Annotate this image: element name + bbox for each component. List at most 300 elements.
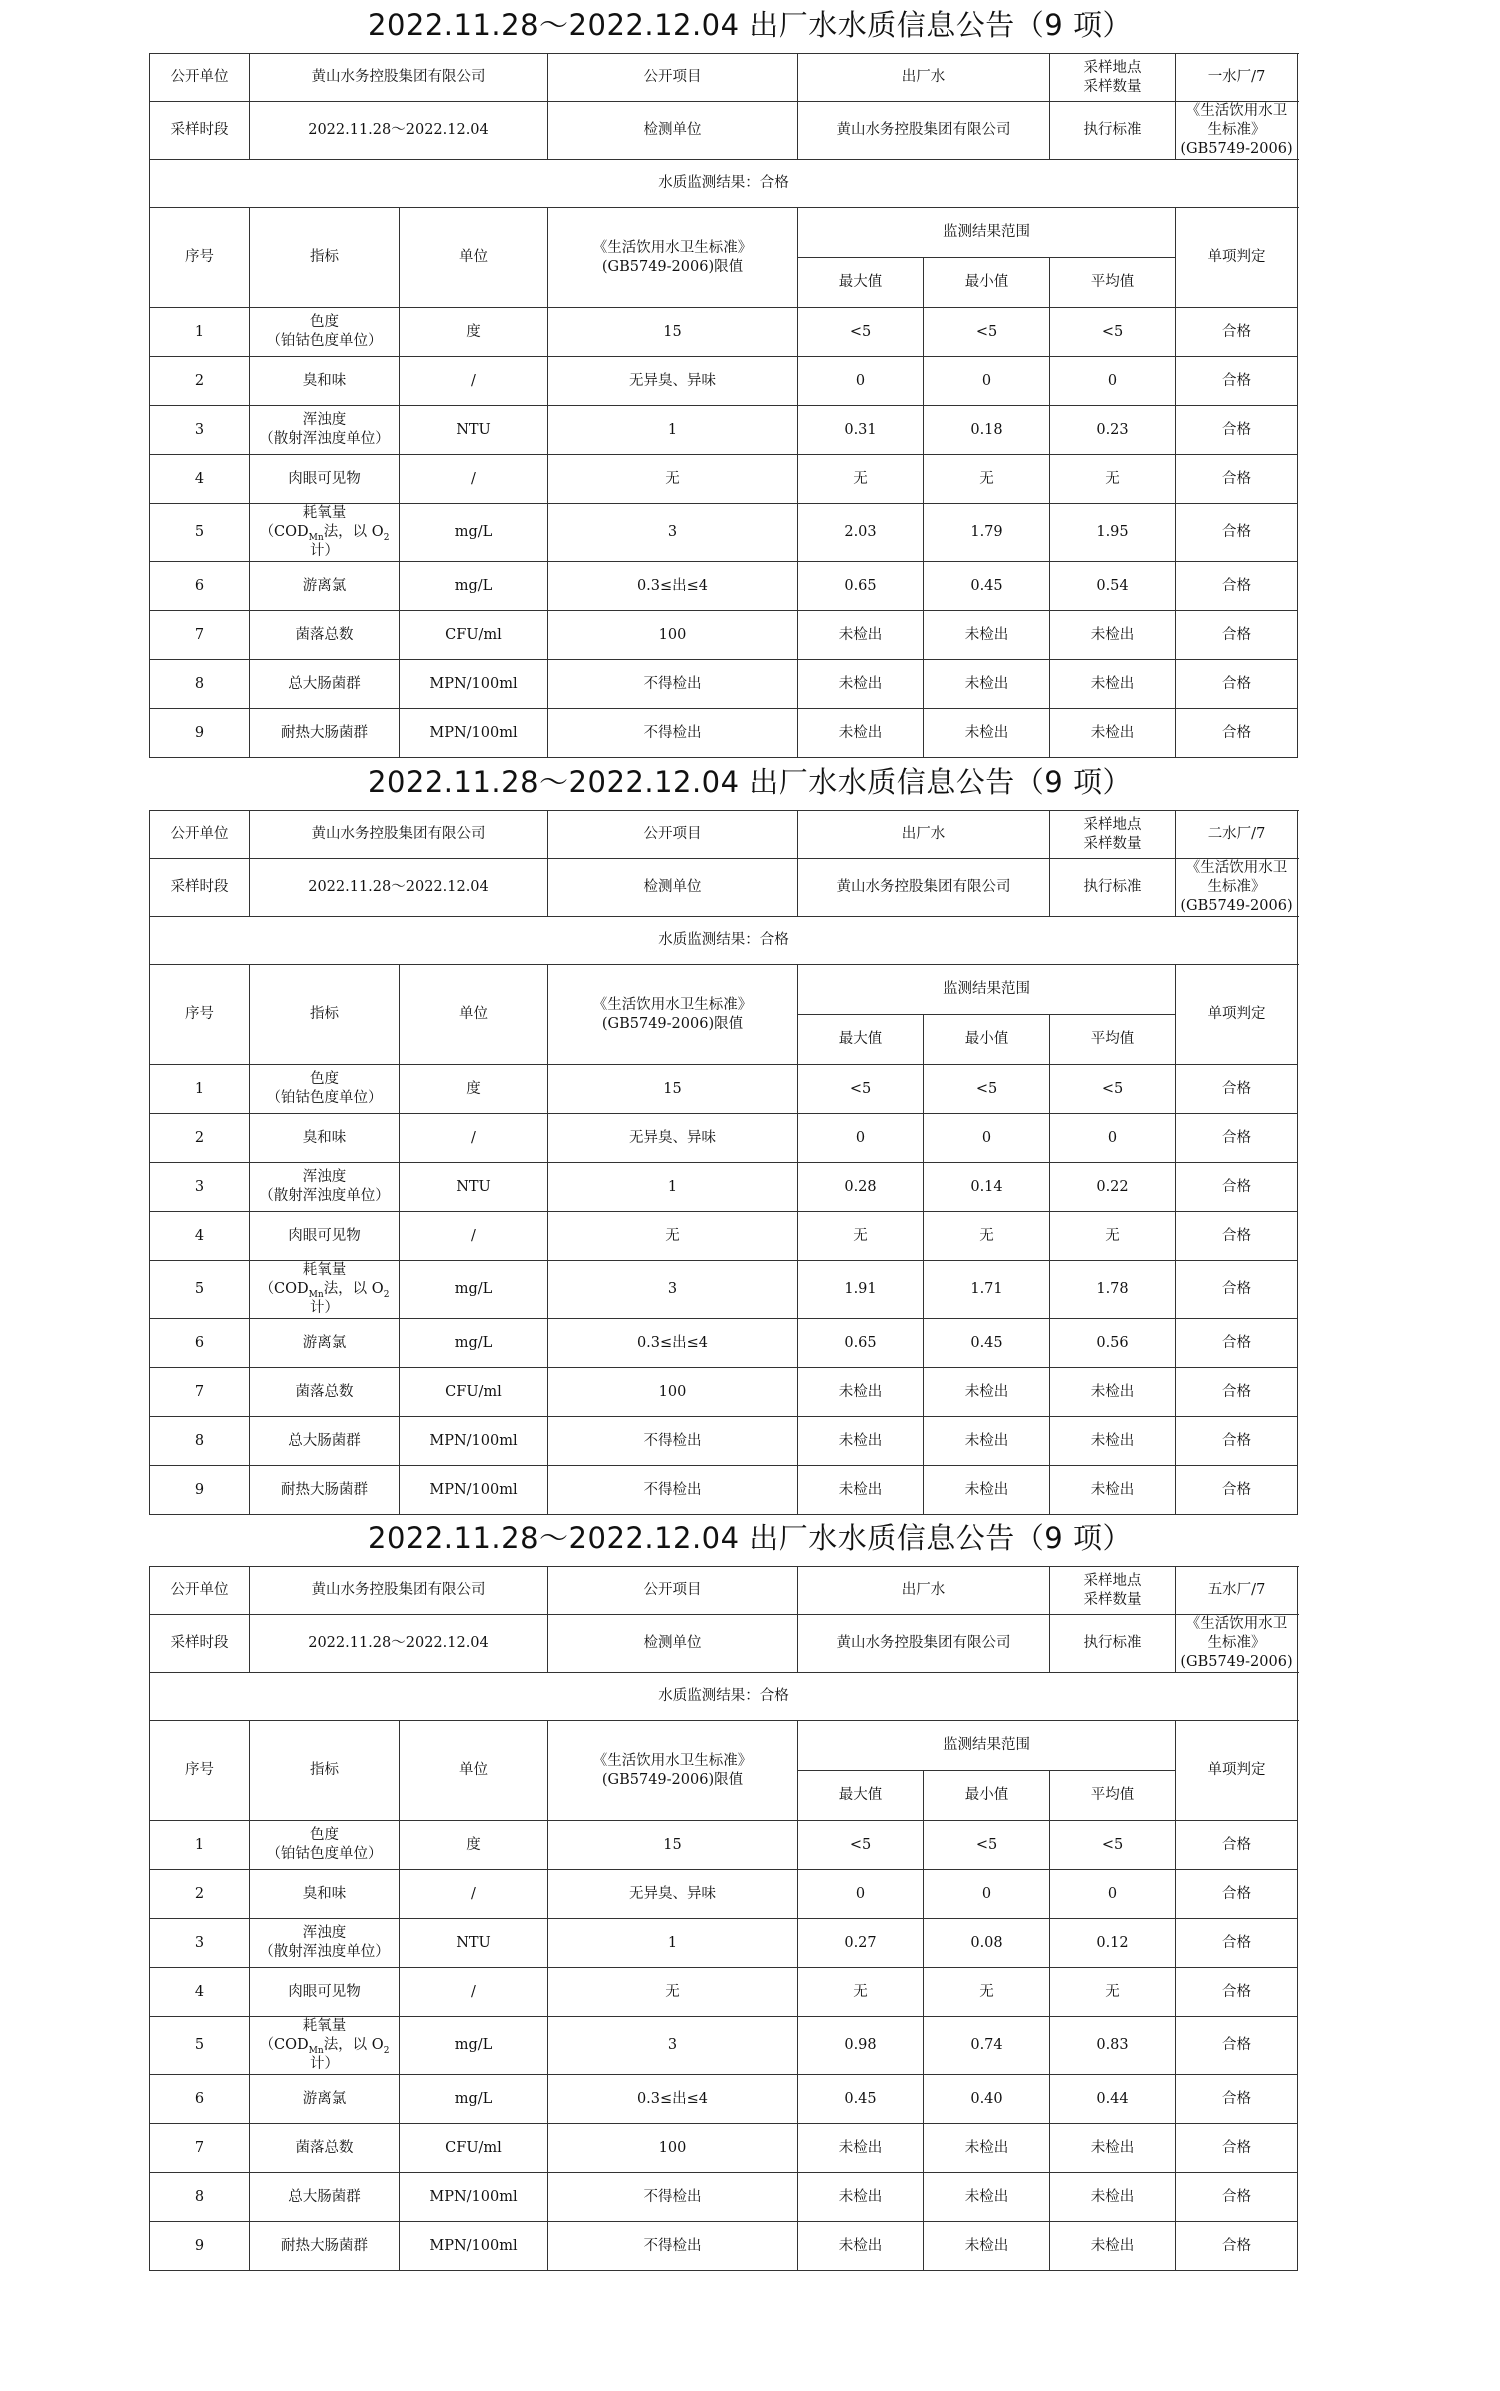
row-indicator: 耐热大肠菌群 [250,2222,400,2271]
row-avg: 未检出 [1050,2222,1176,2271]
row-min: 无 [924,455,1050,504]
standard-value-line-2: (GB5749-2006) [1180,898,1293,914]
row-limit: 100 [548,611,798,660]
cod-subscript: Mn [308,2045,324,2056]
header-judge: 单项判定 [1176,965,1298,1065]
row-limit: 0.3≤出≤4 [548,562,798,611]
row-limit: 不得检出 [548,2173,798,2222]
row-unit: MPN/100ml [400,709,548,758]
row-no: 8 [150,1417,250,1466]
table-row [150,562,1298,611]
row-judge: 合格 [1176,1114,1298,1163]
row-avg: 未检出 [1050,2173,1176,2222]
table-row [150,1870,1298,1919]
row-avg: 无 [1050,455,1176,504]
row-limit: 不得检出 [548,1466,798,1515]
location-label-line-1: 采样地点 [1083,816,1142,833]
row-max: <5 [798,1065,924,1114]
table-row [150,2017,1298,2075]
header-avg: 平均值 [1050,1015,1176,1065]
standard-value [1176,102,1298,160]
meta-row [150,859,1298,917]
row-avg: <5 [1050,1065,1176,1114]
location-value: 二水厂/7 [1176,811,1298,859]
header-limit-line-1: 《生活饮用水卫生标准》 [592,1752,753,1769]
row-avg: 0.12 [1050,1919,1176,1968]
row-indicator-name: 色度 [310,1071,339,1087]
row-indicator-name: 耗氧量 [302,505,347,521]
row-indicator: 菌落总数 [250,2124,400,2173]
row-indicator: 耐热大肠菌群 [250,709,400,758]
item-value: 出厂水 [798,811,1050,859]
header-limit-line-2: (GB5749-2006)限值 [601,258,744,275]
row-unit: MPN/100ml [400,2222,548,2271]
row-indicator-name: 浑浊度 [302,412,347,428]
row-indicator-note: （$COD_{Mn}$法，以 $O_2$计） [259,2037,390,2072]
monitoring-result: 水质监测结果：合格 [150,160,1298,208]
result-row [150,1673,1298,1721]
row-max: 0.45 [798,2075,924,2124]
row-max: 0.65 [798,1319,924,1368]
row-min: 未检出 [924,2124,1050,2173]
header-min: 最小值 [924,1771,1050,1821]
row-judge: 合格 [1176,1163,1298,1212]
standard-value-line-2: (GB5749-2006) [1180,141,1293,157]
row-judge: 合格 [1176,1417,1298,1466]
row-avg: 未检出 [1050,611,1176,660]
row-max: 无 [798,1968,924,2017]
row-unit: mg/L [400,2075,548,2124]
row-limit: 1 [548,1919,798,1968]
row-min: 0 [924,1870,1050,1919]
row-avg: 0.23 [1050,406,1176,455]
header-max: 最大值 [798,1771,924,1821]
table-row [150,1919,1298,1968]
item-value: 出厂水 [798,1567,1050,1615]
row-unit: 度 [400,308,548,357]
row-no: 3 [150,1919,250,1968]
row-judge: 合格 [1176,709,1298,758]
row-limit: 无异臭、异味 [548,357,798,406]
row-unit: 度 [400,1065,548,1114]
table-row [150,406,1298,455]
row-no: 9 [150,709,250,758]
row-min: 未检出 [924,1466,1050,1515]
row-limit: 无异臭、异味 [548,1870,798,1919]
row-avg: 0.22 [1050,1163,1176,1212]
row-avg: 未检出 [1050,1368,1176,1417]
row-judge: 合格 [1176,1065,1298,1114]
row-indicator: 肉眼可见物 [250,455,400,504]
header-no: 序号 [150,965,250,1065]
row-indicator [250,1065,400,1114]
test-value: 黄山水务控股集团有限公司 [798,859,1050,917]
monitoring-result: 水质监测结果：合格 [150,917,1298,965]
row-no: 8 [150,660,250,709]
row-unit: CFU/ml [400,2124,548,2173]
row-judge: 合格 [1176,1968,1298,2017]
row-min: 0.40 [924,2075,1050,2124]
row-unit: 度 [400,1821,548,1870]
row-no: 7 [150,611,250,660]
table-row [150,1114,1298,1163]
location-label-line-2: 采样数量 [1083,1591,1142,1608]
unit-value: 黄山水务控股集团有限公司 [250,54,548,102]
row-unit: MPN/100ml [400,1417,548,1466]
row-max: 无 [798,1212,924,1261]
row-no: 3 [150,406,250,455]
row-indicator: 臭和味 [250,1870,400,1919]
row-unit: mg/L [400,1319,548,1368]
row-no: 5 [150,504,250,562]
table-row [150,1261,1298,1319]
o2-subscript: 2 [383,2045,390,2056]
row-max: 未检出 [798,709,924,758]
row-indicator: 菌落总数 [250,1368,400,1417]
table-row [150,1163,1298,1212]
meta-row [150,1567,1298,1615]
row-indicator: 游离氯 [250,1319,400,1368]
test-label: 检测单位 [548,1615,798,1673]
header-limit-line-2: (GB5749-2006)限值 [601,1015,744,1032]
row-min: 未检出 [924,709,1050,758]
row-judge: 合格 [1176,1919,1298,1968]
row-limit: 不得检出 [548,660,798,709]
row-no: 2 [150,1870,250,1919]
report-title: 2022.11.28～2022.12.04 出厂水水质信息公告（9 项） [368,765,1132,799]
row-no: 9 [150,1466,250,1515]
row-no: 4 [150,455,250,504]
row-min: 0.18 [924,406,1050,455]
row-limit: 无 [548,1212,798,1261]
row-limit: 不得检出 [548,2222,798,2271]
row-no: 8 [150,2173,250,2222]
row-judge: 合格 [1176,1261,1298,1319]
row-limit: 100 [548,2124,798,2173]
header-limit [548,208,798,308]
period-value: 2022.11.28～2022.12.04 [250,859,548,917]
header-no: 序号 [150,1721,250,1821]
row-no: 5 [150,2017,250,2075]
row-limit: 1 [548,406,798,455]
row-indicator [250,1163,400,1212]
header-unit: 单位 [400,208,548,308]
header-indicator: 指标 [250,965,400,1065]
header-max: 最大值 [798,1015,924,1065]
row-limit: 不得检出 [548,709,798,758]
row-limit: 无异臭、异味 [548,1114,798,1163]
row-judge: 合格 [1176,2075,1298,2124]
row-indicator: 游离氯 [250,2075,400,2124]
row-avg: 未检出 [1050,1466,1176,1515]
row-indicator [250,308,400,357]
row-avg: 0.83 [1050,2017,1176,2075]
row-max: 0.98 [798,2017,924,2075]
header-row [150,965,1298,1015]
location-label-line-1: 采样地点 [1083,59,1142,76]
header-range: 监测结果范围 [798,208,1176,258]
row-indicator-note: （散射浑浊度单位） [259,1188,390,1204]
row-max: 未检出 [798,660,924,709]
row-indicator-note: （$COD_{Mn}$法，以 $O_2$计） [259,524,390,559]
table-row [150,1368,1298,1417]
row-indicator [250,1821,400,1870]
row-min: 无 [924,1212,1050,1261]
row-max: 未检出 [798,611,924,660]
standard-label: 执行标准 [1050,1615,1176,1673]
row-no: 9 [150,2222,250,2271]
row-indicator: 肉眼可见物 [250,1968,400,2017]
unit-value: 黄山水务控股集团有限公司 [250,1567,548,1615]
table-row [150,1466,1298,1515]
report-title: 2022.11.28～2022.12.04 出厂水水质信息公告（9 项） [368,1521,1132,1555]
unit-label: 公开单位 [150,54,250,102]
row-min: 未检出 [924,2173,1050,2222]
meta-row [150,102,1298,160]
table-row [150,611,1298,660]
table-row [150,1065,1298,1114]
row-avg: <5 [1050,1821,1176,1870]
table-row [150,2222,1298,2271]
table-row [150,1968,1298,2017]
row-indicator-name: 浑浊度 [302,1925,347,1941]
result-row [150,160,1298,208]
test-label: 检测单位 [548,102,798,160]
location-label [1050,811,1176,859]
standard-value [1176,1615,1298,1673]
row-unit: NTU [400,406,548,455]
row-unit: CFU/ml [400,1368,548,1417]
header-min: 最小值 [924,1015,1050,1065]
row-indicator-note: （铂钴色度单位） [266,333,383,349]
header-unit: 单位 [400,965,548,1065]
location-label-line-2: 采样数量 [1083,78,1142,95]
row-min: 0 [924,1114,1050,1163]
table-row [150,357,1298,406]
row-indicator: 总大肠菌群 [250,1417,400,1466]
row-avg: 1.95 [1050,504,1176,562]
row-indicator: 游离氯 [250,562,400,611]
monitoring-result: 水质监测结果：合格 [150,1673,1298,1721]
row-avg: 无 [1050,1968,1176,2017]
header-limit [548,1721,798,1821]
header-judge: 单项判定 [1176,1721,1298,1821]
header-range: 监测结果范围 [798,1721,1176,1771]
row-indicator-note: （散射浑浊度单位） [259,431,390,447]
test-label: 检测单位 [548,859,798,917]
cod-method-text: 法，以 O [323,2037,384,2053]
row-judge: 合格 [1176,562,1298,611]
row-indicator-name: 耗氧量 [302,1262,347,1278]
row-limit: 0.3≤出≤4 [548,1319,798,1368]
row-limit: 3 [548,2017,798,2075]
row-avg: 未检出 [1050,709,1176,758]
header-min: 最小值 [924,258,1050,308]
header-judge: 单项判定 [1176,208,1298,308]
meta-row [150,811,1298,859]
row-no: 7 [150,2124,250,2173]
row-max: 0.65 [798,562,924,611]
row-unit: / [400,1870,548,1919]
row-min: 0 [924,357,1050,406]
row-indicator: 菌落总数 [250,611,400,660]
location-value: 五水厂/7 [1176,1567,1298,1615]
meta-row [150,1615,1298,1673]
row-judge: 合格 [1176,1319,1298,1368]
row-indicator: 臭和味 [250,357,400,406]
row-limit: 无 [548,455,798,504]
water-quality-table [149,53,1298,758]
row-min: 0.74 [924,2017,1050,2075]
item-label: 公开项目 [548,54,798,102]
row-max: 无 [798,455,924,504]
row-judge: 合格 [1176,308,1298,357]
period-value: 2022.11.28～2022.12.04 [250,102,548,160]
row-unit: / [400,1114,548,1163]
standard-value-line-1: 《生活饮用水卫生标准》 [1185,860,1288,895]
header-limit-line-1: 《生活饮用水卫生标准》 [592,239,753,256]
row-max: <5 [798,308,924,357]
standard-label: 执行标准 [1050,859,1176,917]
row-indicator-note: （散射浑浊度单位） [259,1944,390,1960]
row-indicator: 耐热大肠菌群 [250,1466,400,1515]
header-limit [548,965,798,1065]
row-no: 3 [150,1163,250,1212]
row-judge: 合格 [1176,660,1298,709]
row-indicator [250,504,400,562]
row-max: 0.31 [798,406,924,455]
cod-method-text: 法，以 O [323,524,384,540]
header-range: 监测结果范围 [798,965,1176,1015]
row-judge: 合格 [1176,455,1298,504]
row-min: 未检出 [924,1417,1050,1466]
location-label-line-2: 采样数量 [1083,835,1142,852]
row-limit: 不得检出 [548,1417,798,1466]
row-unit: mg/L [400,504,548,562]
row-no: 5 [150,1261,250,1319]
cod-subscript: Mn [308,532,324,543]
cod-subscript: Mn [308,1289,324,1300]
location-label-line-1: 采样地点 [1083,1572,1142,1589]
row-avg: 1.78 [1050,1261,1176,1319]
row-judge: 合格 [1176,2173,1298,2222]
header-indicator: 指标 [250,208,400,308]
row-indicator-name: 浑浊度 [302,1169,347,1185]
row-no: 1 [150,1821,250,1870]
row-max: 0 [798,1870,924,1919]
row-limit: 3 [548,504,798,562]
row-max: 0.28 [798,1163,924,1212]
table-row [150,308,1298,357]
item-value: 出厂水 [798,54,1050,102]
location-value: 一水厂/7 [1176,54,1298,102]
table-row [150,660,1298,709]
row-no: 1 [150,308,250,357]
row-limit: 1 [548,1163,798,1212]
meta-row [150,54,1298,102]
cod-method-text: 法，以 O [323,1281,384,1297]
row-limit: 15 [548,308,798,357]
row-min: <5 [924,1065,1050,1114]
standard-label: 执行标准 [1050,102,1176,160]
row-indicator [250,1261,400,1319]
row-indicator: 总大肠菌群 [250,2173,400,2222]
header-limit-line-1: 《生活饮用水卫生标准》 [592,996,753,1013]
row-unit: NTU [400,1919,548,1968]
row-max: 2.03 [798,504,924,562]
row-indicator: 肉眼可见物 [250,1212,400,1261]
table-row [150,2075,1298,2124]
header-avg: 平均值 [1050,1771,1176,1821]
row-avg: 0 [1050,1114,1176,1163]
period-label: 采样时段 [150,102,250,160]
row-min: 0.14 [924,1163,1050,1212]
row-judge: 合格 [1176,1368,1298,1417]
standard-value-line-1: 《生活饮用水卫生标准》 [1185,103,1288,138]
row-unit: mg/L [400,2017,548,2075]
row-limit: 15 [548,1821,798,1870]
row-max: 未检出 [798,1417,924,1466]
table-row [150,504,1298,562]
unit-label: 公开单位 [150,1567,250,1615]
test-value: 黄山水务控股集团有限公司 [798,1615,1050,1673]
table-row [150,1319,1298,1368]
period-value: 2022.11.28～2022.12.04 [250,1615,548,1673]
row-unit: mg/L [400,1261,548,1319]
unit-label: 公开单位 [150,811,250,859]
row-max: 0 [798,1114,924,1163]
item-label: 公开项目 [548,1567,798,1615]
row-limit: 100 [548,1368,798,1417]
standard-value-line-1: 《生活饮用水卫生标准》 [1185,1616,1288,1651]
result-row [150,917,1298,965]
row-max: 1.91 [798,1261,924,1319]
row-unit: NTU [400,1163,548,1212]
row-min: 未检出 [924,611,1050,660]
table-row [150,2173,1298,2222]
row-judge: 合格 [1176,504,1298,562]
row-min: 0.08 [924,1919,1050,1968]
header-limit-line-2: (GB5749-2006)限值 [601,1771,744,1788]
row-max: 0.27 [798,1919,924,1968]
row-avg: 未检出 [1050,1417,1176,1466]
location-label [1050,54,1176,102]
period-label: 采样时段 [150,859,250,917]
row-indicator-note: （$COD_{Mn}$法，以 $O_2$计） [259,1281,390,1316]
table-row [150,455,1298,504]
row-avg: 0.56 [1050,1319,1176,1368]
row-avg: 0 [1050,357,1176,406]
row-max: 未检出 [798,1466,924,1515]
row-min: 0.45 [924,562,1050,611]
row-unit: mg/L [400,562,548,611]
row-no: 6 [150,2075,250,2124]
row-min: 未检出 [924,2222,1050,2271]
row-max: 0 [798,357,924,406]
row-max: 未检出 [798,1368,924,1417]
header-avg: 平均值 [1050,258,1176,308]
row-no: 2 [150,1114,250,1163]
row-avg: <5 [1050,308,1176,357]
row-indicator-note: （铂钴色度单位） [266,1090,383,1106]
row-no: 6 [150,1319,250,1368]
unit-value: 黄山水务控股集团有限公司 [250,811,548,859]
row-min: 未检出 [924,660,1050,709]
o2-subscript: 2 [383,532,390,543]
row-min: <5 [924,1821,1050,1870]
row-max: <5 [798,1821,924,1870]
water-quality-table [149,1566,1298,2271]
